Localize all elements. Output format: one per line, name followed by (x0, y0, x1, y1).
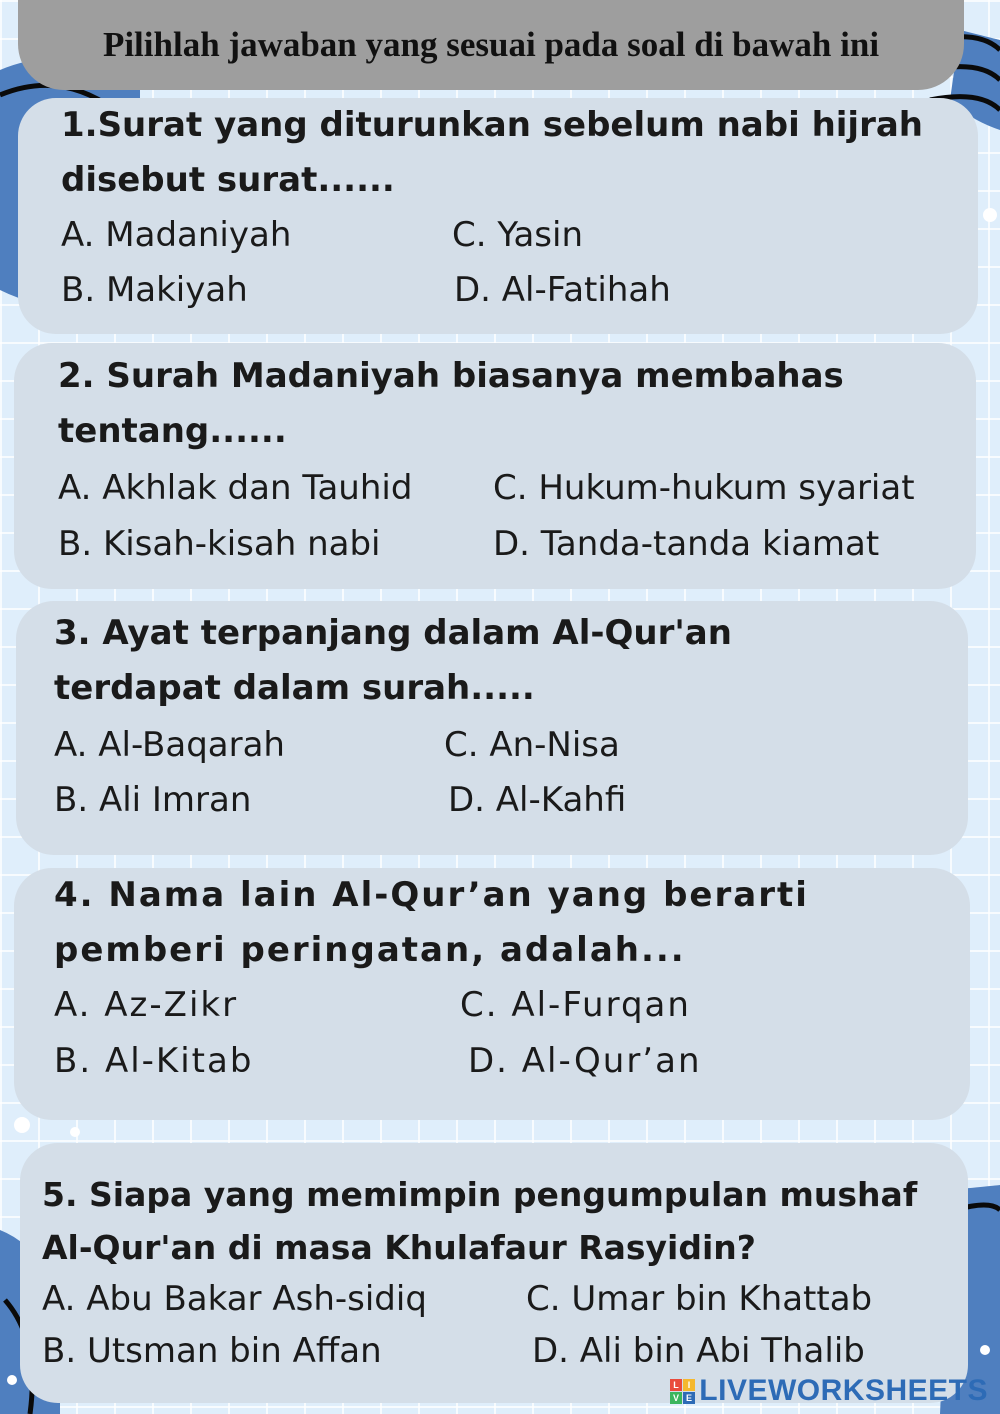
option-5c[interactable]: C. Umar bin Khattab (526, 1279, 873, 1319)
option-4a[interactable]: A. Az-Zikr (54, 985, 239, 1025)
question-2-line-2: tentang...... (58, 411, 287, 451)
question-5-line-2: Al-Qur'an di masa Khulafaur Rasyidin? (42, 1228, 756, 1267)
question-3-line-2: terdapat dalam surah..... (54, 668, 535, 708)
question-5-line-1: 5. Siapa yang memimpin pengumpulan mushaf (42, 1175, 918, 1214)
option-2c[interactable]: C. Hukum-hukum syariat (493, 468, 915, 508)
question-1-line-1: 1.Surat yang diturunkan sebelum nabi hijrah (61, 105, 924, 145)
question-card-1 (18, 98, 978, 334)
question-card-4 (14, 868, 970, 1120)
question-2-line-1: 2. Surah Madaniyah biasanya membahas (58, 356, 844, 396)
option-1d[interactable]: D. Al-Fatihah (454, 270, 671, 310)
page-title: Pilihlah jawaban yang sesuai pada soal di bawah ini (102, 25, 880, 64)
option-3d[interactable]: D. Al-Kahfi (448, 780, 627, 820)
question-1-line-2: disebut surat...... (61, 160, 395, 200)
option-5a[interactable]: A. Abu Bakar Ash-sidiq (42, 1279, 427, 1319)
liveworksheets-text: LIVEWORKSHEETS (699, 1374, 988, 1407)
option-1b[interactable]: B. Makiyah (61, 270, 248, 310)
question-4-line-1: 4. Nama lain Al-Qur’an yang berarti (54, 875, 809, 915)
option-4d[interactable]: D. Al-Qur’an (468, 1041, 702, 1081)
question-3-line-1: 3. Ayat terpanjang dalam Al-Qur'an (54, 613, 732, 653)
option-1c[interactable]: C. Yasin (452, 215, 583, 255)
question-4-line-2: pemberi peringatan, adalah... (54, 930, 686, 970)
question-card-2 (14, 343, 976, 589)
option-4b[interactable]: B. Al-Kitab (54, 1041, 254, 1081)
question-card-3 (16, 601, 968, 855)
liveworksheets-icon: L I V E (670, 1379, 695, 1404)
option-1a[interactable]: A. Madaniyah (61, 215, 292, 255)
option-3a[interactable]: A. Al-Baqarah (54, 725, 285, 765)
liveworksheets-logo[interactable] (670, 1374, 988, 1408)
option-3b[interactable]: B. Ali Imran (54, 780, 252, 820)
question-card-5 (20, 1143, 968, 1403)
option-3c[interactable]: C. An-Nisa (444, 725, 620, 765)
option-2b[interactable]: B. Kisah-kisah nabi (58, 524, 381, 564)
option-4c[interactable]: C. Al-Furqan (460, 985, 691, 1025)
title-bar (18, 0, 964, 90)
option-2d[interactable]: D. Tanda-tanda kiamat (493, 524, 880, 564)
option-5d[interactable]: D. Ali bin Abi Thalib (532, 1331, 865, 1371)
option-5b[interactable]: B. Utsman bin Affan (42, 1331, 382, 1371)
option-2a[interactable]: A. Akhlak dan Tauhid (58, 468, 413, 508)
